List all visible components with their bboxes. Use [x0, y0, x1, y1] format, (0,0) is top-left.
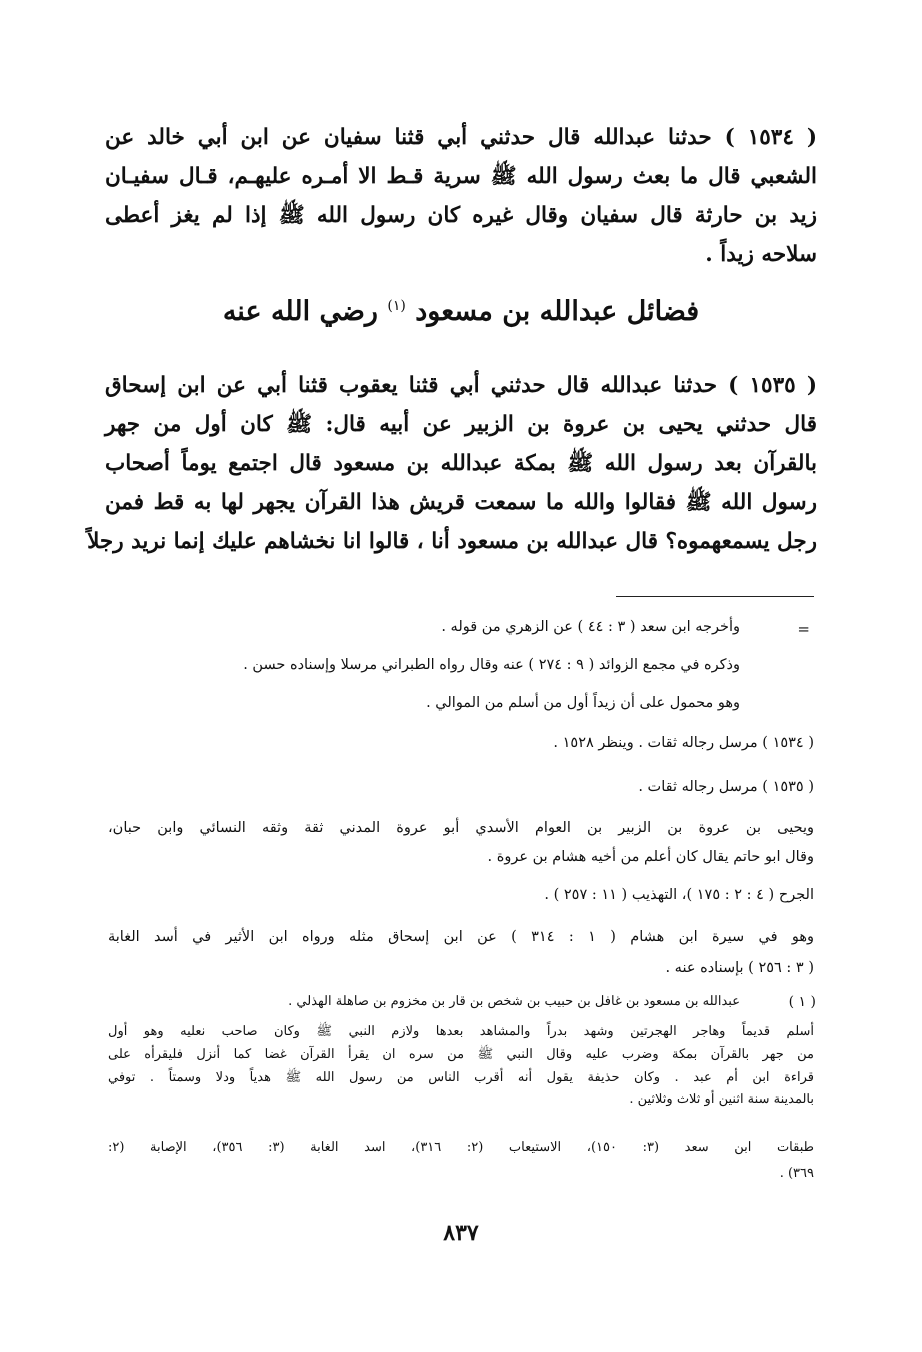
- footnote-line: ويحيى بن عروة بن الزبير بن العوام الأسدي أبو عروة المدني ثقة وثقه النسائي وابن حبان،: [108, 820, 814, 836]
- footnote-1-line: أسلم قديماً وهاجر الهجرتين وشهد بدراً والمشاهد بعدها ولازم النبي ﷺ وكان صاحب نعليه وهو أول: [108, 1024, 814, 1039]
- footnote-1-line: قراءة ابن أم عبد . وكان حذيفة يقول أنه أقرب الناس من رسول الله ﷺ هدياً ودلا وسمتاً . توفي: [108, 1070, 814, 1085]
- page-number: ٨٣٧: [443, 1220, 479, 1246]
- footnote-1-line: طبقات ابن سعد (٣: ١٥٠)، الاستيعاب (٢: ٣١٦)، اسد الغابة (٣: ٣٥٦)، الإصابة (٢:: [108, 1140, 814, 1155]
- title-part-name: فضائل عبدالله بن مسعود: [415, 296, 700, 327]
- footnote-line: وهو محمول على أن زيداً أول من أسلم من الموالي .: [426, 695, 740, 711]
- footnote-ref: (١): [387, 298, 406, 314]
- footnote-line: وأخرجه ابن سعد ( ٣ : ٤٤ ) عن الزهري من قوله .: [441, 619, 740, 635]
- footnote-line: وقال ابو حاتم يقال كان أعلم من أخيه هشام بن عروة .: [487, 849, 814, 865]
- footnote-1-line: ٣٦٩) .: [779, 1166, 814, 1181]
- footnote-line: الجرح ( ٤ : ٢ : ١٧٥ )، التهذيب ( ١١ : ٢٥٧ ) .: [544, 887, 814, 903]
- paragraph-1535: [87, 366, 817, 561]
- text-line: الشعبي قال ما بعث رسول الله ﷺ سرية قـط الا أمـره عليهـم، قـال سفيـان: [105, 164, 817, 189]
- footnote-1535: ( ١٥٣٥ ) مرسل رجاله ثقات .: [638, 779, 814, 795]
- title-part-honorific: رضي الله عنه: [222, 296, 378, 327]
- text-line: رسول الله ﷺ فقالوا والله ما سمعت قريش هذا القرآن يجهر لها به قط فمن: [105, 490, 817, 515]
- text-line: ( ١٥٣٥ ) حدثنا عبدالله قال حدثني أبي قثنا يعقوب قثنا أبي عن ابن إسحاق: [105, 373, 817, 398]
- footnote-line: وهو في سيرة ابن هشام ( ١ : ٣١٤ ) عن ابن إسحاق مثله ورواه ابن الأثير في أسد الغابة: [108, 929, 814, 945]
- footnote-1-marker: ( ١ ): [788, 994, 816, 1010]
- footnote-1534: ( ١٥٣٤ ) مرسل رجاله ثقات . وينظر ١٥٢٨ .: [553, 735, 814, 751]
- continuation-marker: =: [797, 620, 810, 638]
- footnote-1-line: عبدالله بن مسعود بن غافل بن حبيب بن شخص بن قار بن مخزوم بن صاهلة الهذلي .: [288, 994, 740, 1009]
- text-line: سلاحه زيداً .: [705, 242, 817, 267]
- text-line: ( ١٥٣٤ ) حدثنا عبدالله قال حدثني أبي قثنا سفيان عن ابن أبي خالد عن: [105, 125, 817, 150]
- paragraph-1534: [105, 118, 817, 274]
- footnote-divider: [616, 596, 814, 597]
- text-line: قال حدثني يحيى بن عروة بن الزبير عن أبيه قال: ﷺ كان أول من جهر: [105, 412, 817, 437]
- section-title: [0, 296, 922, 327]
- text-line: رجل يسمعهموه؟ قال عبدالله بن مسعود أنا ، قالوا انا نخشاهم عليك إنما نريد رجلاً: [87, 529, 817, 554]
- footnote-line: ( ٣ : ٢٥٦ ) بإسناده عنه .: [665, 960, 814, 976]
- footnote-1-line: من جهر بالقرآن بمكة وضرب عليه وقال النبي ﷺ من سره ان يقرأ القرآن غضا كما أنزل فليقرأه على: [108, 1047, 814, 1062]
- footnote-line: وذكره في مجمع الزوائد ( ٩ : ٢٧٤ ) عنه وقال رواه الطبراني مرسلا وإسناده حسن .: [243, 657, 740, 673]
- section-title-text: [223, 296, 699, 327]
- footnote-1-line: بالمدينة سنة اثنين أو ثلاث وثلاثين .: [629, 1092, 814, 1107]
- text-line: زيد بن حارثة قال سفيان وقال غيره كان رسول الله ﷺ إذا لم يغز أعطى: [105, 203, 817, 228]
- text-line: بالقرآن بعد رسول الله ﷺ بمكة عبدالله بن مسعود قال اجتمع يوماً أصحاب: [105, 451, 817, 476]
